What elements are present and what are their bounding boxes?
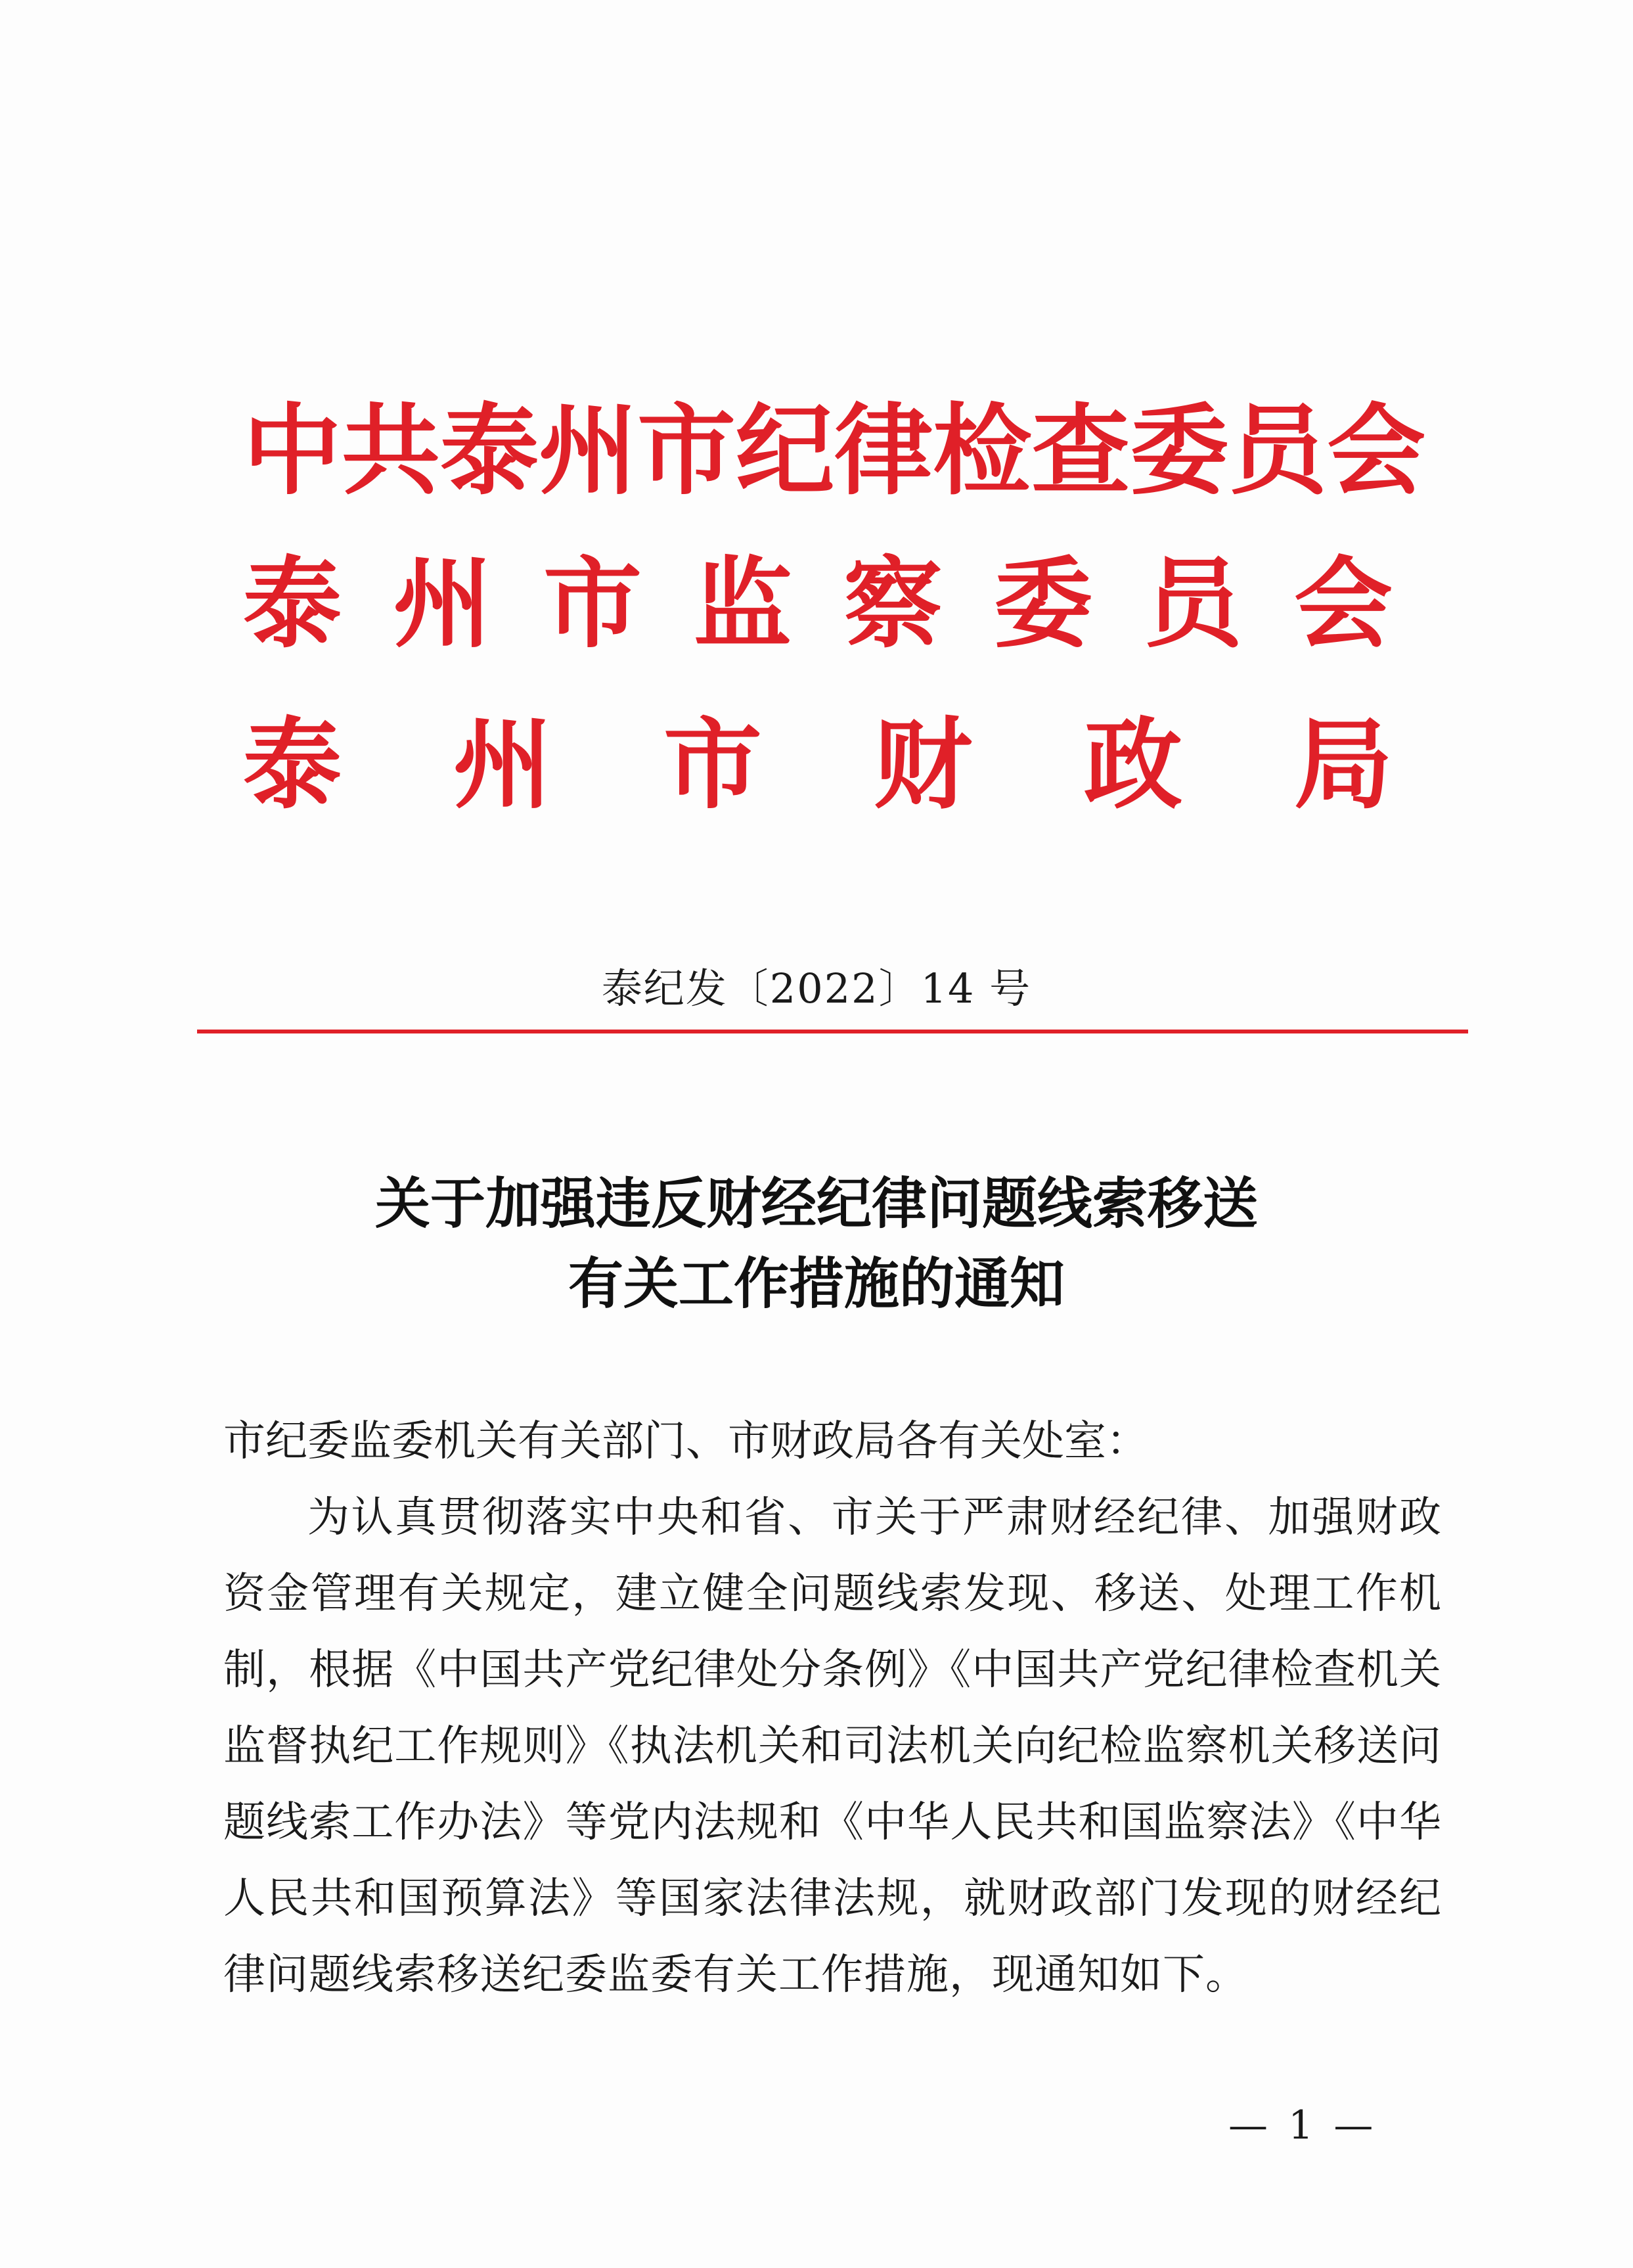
org-char: 纪	[736, 394, 835, 509]
issuing-org-line-2	[243, 547, 1393, 662]
org-char: 政	[1083, 708, 1182, 823]
org-char: 市	[663, 708, 762, 823]
org-char: 中	[243, 394, 342, 509]
org-char: 员	[1144, 547, 1243, 662]
salutation: 市纪委监委机关有关部门、市财政局各有关处室：	[223, 1417, 1148, 1466]
org-char: 委	[993, 547, 1092, 662]
org-char: 局	[1293, 708, 1393, 823]
org-char: 员	[1228, 394, 1328, 509]
org-char: 泰	[243, 547, 342, 662]
document-title-line-2: 有关工作措施的通知	[568, 1252, 1065, 1316]
org-char: 监	[693, 547, 792, 662]
org-char: 州	[539, 394, 638, 509]
org-char: 市	[543, 547, 642, 662]
org-char: 委	[1130, 394, 1229, 509]
org-char: 财	[873, 708, 972, 823]
document-number: 泰纪发〔2022〕14 号	[601, 964, 1032, 1012]
org-char: 会	[1293, 547, 1393, 662]
org-char: 律	[834, 394, 933, 509]
body-paragraph: 为认真贯彻落实中央和省、市关于严肃财经纪律、加强财政资金管理有关规定，建立健全问题线索发现、移送、处理工作机制，根据《中国共产党纪律处分条例》《中国共产党纪律检查机关监督执纪工作规则》《执法机关和司法机关向纪检监察机关移送问题线索工作办法》等党内法规和《中华人民共和国监察法》《中华人民共和国预算法》等国家法律法规，就财政部门发现的财经纪律问题线索移送纪委监委有关工作措施，现通知如下。	[223, 1493, 1442, 1999]
org-char: 泰	[440, 394, 539, 509]
org-char: 州	[453, 708, 552, 823]
org-char: 共	[342, 394, 441, 509]
issuing-org-line-3	[243, 708, 1393, 823]
org-char: 泰	[243, 708, 342, 823]
document-title-line-1: 关于加强违反财经纪律问题线索移送	[374, 1171, 1258, 1236]
org-char: 会	[1327, 394, 1426, 509]
org-char: 市	[637, 394, 736, 509]
org-char: 察	[843, 547, 943, 662]
org-char: 检	[933, 394, 1032, 509]
issuing-org-line-1	[243, 394, 1426, 509]
org-char: 查	[1031, 394, 1130, 509]
red-separator-line	[197, 1030, 1468, 1033]
page-number: — 1 —	[1228, 2102, 1377, 2148]
org-char: 州	[393, 547, 492, 662]
